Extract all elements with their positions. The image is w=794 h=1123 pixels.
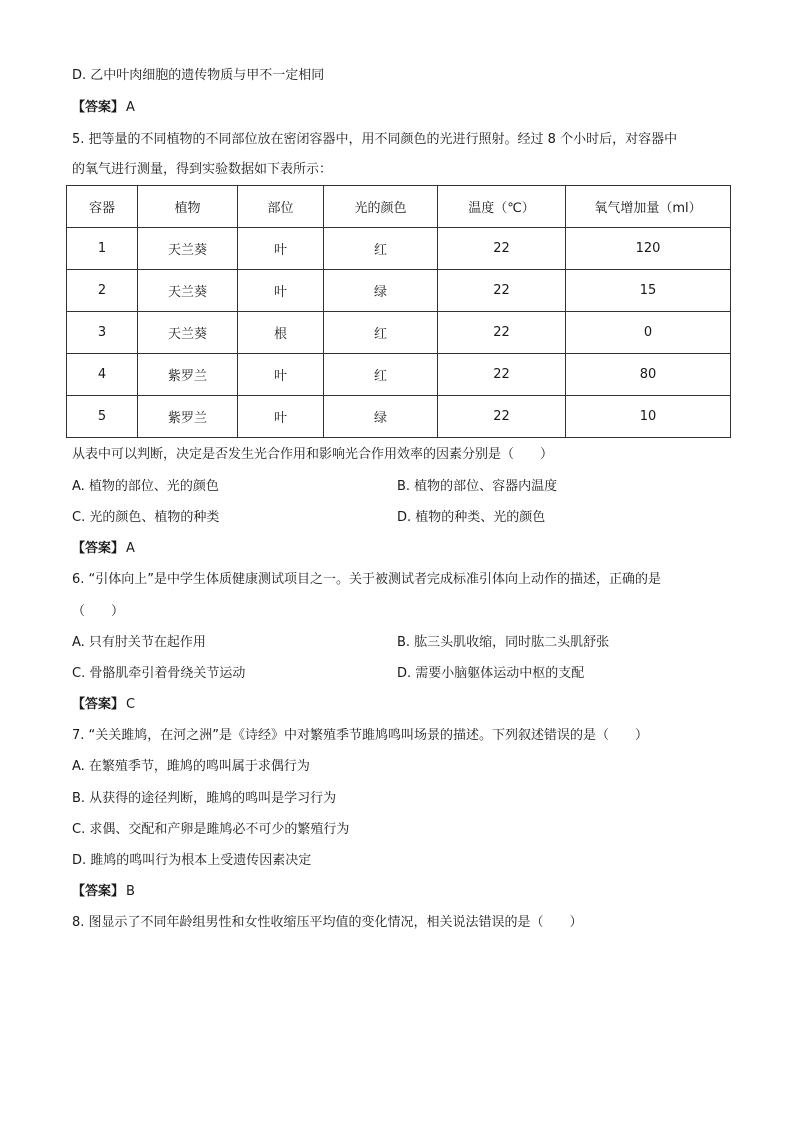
q5-question: 从表中可以判断，决定是否发生光合作用和影响光合作用效率的因素分别是（ ） xyxy=(72,447,554,462)
q7-option-b: B. 从获得的途径判断，雎鸠的鸣叫是学习行为 xyxy=(72,791,337,806)
table-header-cell: 光的颜色 xyxy=(324,186,438,228)
q5-data-table xyxy=(66,185,731,438)
table-cell: 22 xyxy=(438,396,566,438)
q6-option-d: D. 需要小脑躯体运动中枢的支配 xyxy=(397,666,585,681)
table-cell: 根 xyxy=(238,312,324,354)
q8-stem: 8. 图显示了不同年龄组男性和女性收缩压平均值的变化情况，相关说法错误的是（ ） xyxy=(72,915,583,930)
q6-stem-line2: （ ） xyxy=(72,604,125,619)
q6-stem-line1: 6. “引体向上”是中学生体质健康测试项目之一。关于被测试者完成标准引体向上动作的描述，正确的是 xyxy=(72,572,662,587)
table-cell: 红 xyxy=(324,354,438,396)
table-row xyxy=(67,396,731,438)
answer-label: 【答案】 xyxy=(72,100,125,115)
table-cell: 绿 xyxy=(324,270,438,312)
table-row xyxy=(67,270,731,312)
table-cell: 22 xyxy=(438,270,566,312)
table-cell: 80 xyxy=(566,354,731,396)
table-cell: 红 xyxy=(324,228,438,270)
table-header-cell: 温度（℃） xyxy=(438,186,566,228)
q5-stem-line1: 5. 把等量的不同植物的不同部位放在密闭容器中，用不同颜色的光进行照射。经过 8 个小时后，对容器中 xyxy=(72,132,678,147)
table-cell: 叶 xyxy=(238,354,324,396)
q6-option-a: A. 只有肘关节在起作用 xyxy=(72,635,206,650)
table-cell: 4 xyxy=(67,354,138,396)
q7-option-d: D. 雎鸠的鸣叫行为根本上受遗传因素决定 xyxy=(72,853,312,868)
table-cell: 叶 xyxy=(238,396,324,438)
q7-option-a: A. 在繁殖季节，雎鸠的鸣叫属于求偶行为 xyxy=(72,759,310,774)
table-cell: 叶 xyxy=(238,270,324,312)
table-header-row xyxy=(67,186,731,228)
q5-option-d: D. 植物的种类、光的颜色 xyxy=(397,510,546,525)
q5-option-c: C. 光的颜色、植物的种类 xyxy=(72,510,220,525)
q4-answer xyxy=(72,98,135,118)
q7-answer xyxy=(72,882,135,902)
answer-value: B xyxy=(126,884,135,899)
table-cell: 15 xyxy=(566,270,731,312)
answer-label: 【答案】 xyxy=(72,697,125,712)
q7-stem: 7. “关关雎鸠，在河之洲”是《诗经》中对繁殖季节雎鸠鸣叫场景的描述。下列叙述错误的是（ ） xyxy=(72,728,649,743)
table-row xyxy=(67,228,731,270)
table-cell: 22 xyxy=(438,354,566,396)
table-cell: 红 xyxy=(324,312,438,354)
table-cell: 120 xyxy=(566,228,731,270)
table-cell: 10 xyxy=(566,396,731,438)
q5-stem-line2: 的氧气进行测量，得到实验数据如下表所示： xyxy=(72,162,333,177)
table-cell: 天兰葵 xyxy=(138,228,238,270)
answer-value: A xyxy=(126,541,135,556)
q7-option-c: C. 求偶、交配和产卵是雎鸠必不可少的繁殖行为 xyxy=(72,822,350,837)
table-row xyxy=(67,312,731,354)
table-cell: 5 xyxy=(67,396,138,438)
table-cell: 0 xyxy=(566,312,731,354)
table-header-cell: 氧气增加量（ml） xyxy=(566,186,731,228)
table-cell: 22 xyxy=(438,228,566,270)
table-header-cell: 容器 xyxy=(67,186,138,228)
answer-label: 【答案】 xyxy=(72,884,125,899)
q5-answer xyxy=(72,539,135,559)
q4-option-d: D. 乙中叶肉细胞的遗传物质与甲不一定相同 xyxy=(72,68,325,83)
table-cell: 绿 xyxy=(324,396,438,438)
q6-answer xyxy=(72,695,135,715)
answer-value: C xyxy=(126,697,136,712)
table-cell: 2 xyxy=(67,270,138,312)
table-row xyxy=(67,354,731,396)
q5-option-a: A. 植物的部位、光的颜色 xyxy=(72,479,219,494)
table-cell: 天兰葵 xyxy=(138,312,238,354)
table-cell: 紫罗兰 xyxy=(138,396,238,438)
q6-option-c: C. 骨骼肌牵引着骨绕关节运动 xyxy=(72,666,246,681)
table-cell: 1 xyxy=(67,228,138,270)
table-cell: 叶 xyxy=(238,228,324,270)
q6-option-b: B. 肱三头肌收缩，同时肱二头肌舒张 xyxy=(397,635,610,650)
table-cell: 天兰葵 xyxy=(138,270,238,312)
answer-label: 【答案】 xyxy=(72,541,125,556)
q5-option-b: B. 植物的部位、容器内温度 xyxy=(397,479,558,494)
table-header-cell: 植物 xyxy=(138,186,238,228)
table-cell: 紫罗兰 xyxy=(138,354,238,396)
answer-value: A xyxy=(126,100,135,115)
table-cell: 3 xyxy=(67,312,138,354)
table-header-cell: 部位 xyxy=(238,186,324,228)
table-cell: 22 xyxy=(438,312,566,354)
